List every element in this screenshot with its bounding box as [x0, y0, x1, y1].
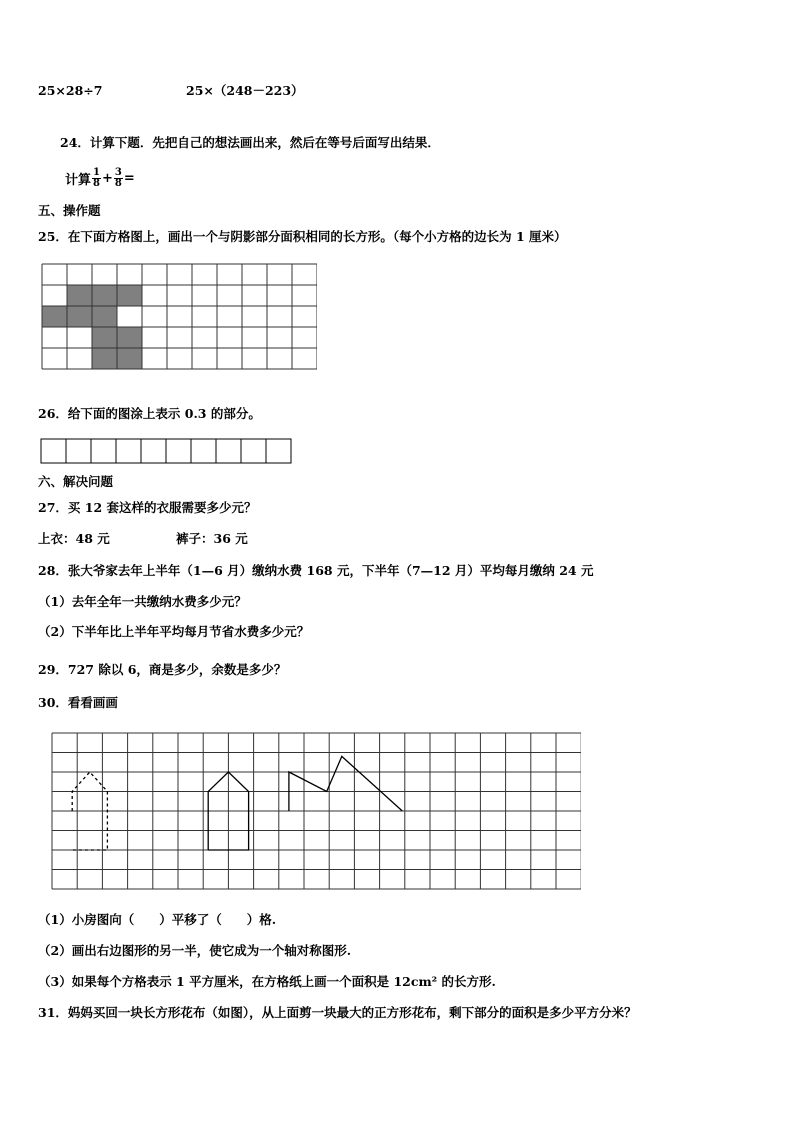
- fraction-1: [92, 168, 101, 189]
- strip-cell: [266, 439, 291, 463]
- q24-prefix: 计算: [65, 173, 92, 188]
- strip-cell: [191, 439, 216, 463]
- q25-text: 25．在下面方格图上，画出一个与阴影部分面积相同的长方形。（每个小方格的边长为 1 厘米）: [38, 229, 567, 244]
- q26-strip[interactable]: [40, 438, 292, 464]
- q30-grid[interactable]: [51, 732, 581, 890]
- q24-text: 24．计算下题．先把自己的想法画出来，然后在等号后面写出结果．: [60, 135, 440, 150]
- shaded-cell: [117, 327, 142, 348]
- shaded-cell: [92, 327, 117, 348]
- section-5-heading: 五、操作题: [38, 203, 101, 218]
- q30-sub1: （1）小房图向（ ）平移了（ ）格.: [38, 912, 277, 927]
- equals-sign: =: [123, 171, 135, 186]
- strip-cell: [166, 439, 191, 463]
- expression-right: 25×（248－223）: [186, 83, 304, 98]
- section-6-heading: 六、解决问题: [38, 474, 114, 489]
- q27-item-shirt: 上衣：48 元: [38, 531, 110, 546]
- strip-cell: [116, 439, 141, 463]
- q27-item-pants: 裤子：36 元: [176, 531, 248, 546]
- shaded-cell: [92, 306, 117, 327]
- q24-expression: [65, 168, 135, 189]
- q26-text: 26．给下面的图涂上表示 0.3 的部分。: [38, 406, 261, 421]
- strip-cell: [66, 439, 91, 463]
- q31-text: 31．妈妈买回一块长方形花布（如图），从上面剪一块最大的正方形花布，剩下部分的面积是多少平方分米？: [38, 1005, 637, 1020]
- strip-cell: [41, 439, 66, 463]
- half-figure: [289, 756, 402, 811]
- shaded-cell: [67, 306, 92, 327]
- fraction-2-numerator: 3: [114, 167, 122, 178]
- q30-sub3: （3）如果每个方格表示 1 平方厘米，在方格纸上画一个面积是 12cm² 的长方形.: [38, 974, 496, 989]
- q28-sub1: （1）去年全年一共缴纳水费多少元？: [38, 594, 247, 609]
- strip-cell: [241, 439, 266, 463]
- q30-text: 30．看看画画: [38, 695, 118, 710]
- strip-cell: [216, 439, 241, 463]
- shaded-cell: [92, 348, 117, 369]
- q30-figures: [72, 756, 402, 850]
- q25-grid[interactable]: [41, 263, 317, 390]
- fraction-1-numerator: 1: [93, 167, 100, 178]
- shaded-cell: [117, 285, 142, 306]
- fraction-2-denominator: 8: [114, 178, 122, 189]
- q30-sub2: （2）画出右边图形的另一半，使它成为一个轴对称图形.: [38, 943, 352, 958]
- fraction-2: [114, 168, 123, 189]
- strip-cell: [141, 439, 166, 463]
- fraction-1-denominator: 8: [93, 178, 100, 189]
- shaded-cell: [67, 285, 92, 306]
- shaded-cell: [117, 348, 142, 369]
- strip-cell: [91, 439, 116, 463]
- expression-left: 25×28÷7: [38, 83, 103, 98]
- q29-text: 29．727 除以 6，商是多少，余数是多少？: [38, 662, 287, 677]
- q28-text: 28．张大爷家去年上半年（1—6 月）缴纳水费 168 元，下半年（7—12 月）平均每月缴纳 24 元: [38, 563, 594, 578]
- plus-sign: +: [101, 171, 113, 186]
- shaded-cell: [42, 306, 67, 327]
- q28-sub2: （2）下半年比上半年平均每月节省水费多少元？: [38, 624, 310, 639]
- q27-text: 27．买 12 套这样的衣服需要多少元？: [38, 500, 257, 515]
- shaded-cell: [92, 285, 117, 306]
